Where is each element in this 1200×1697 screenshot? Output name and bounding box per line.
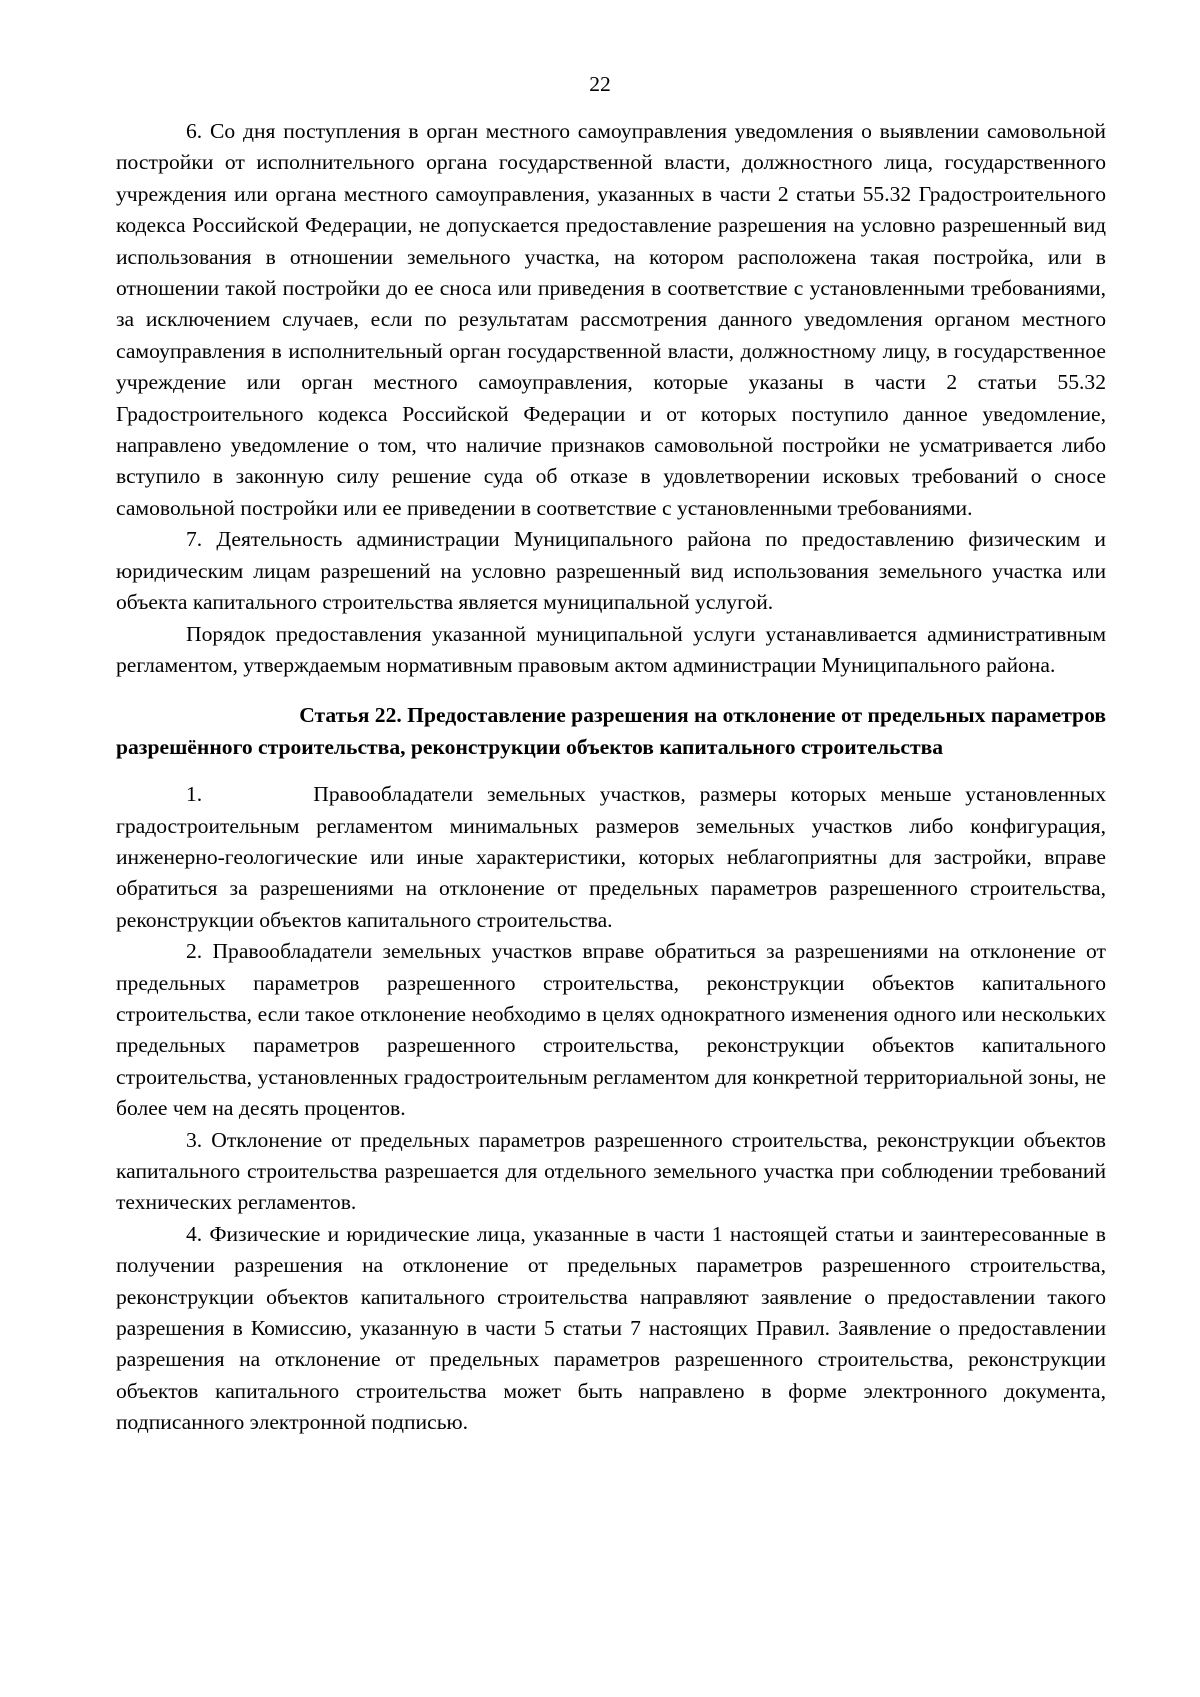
article-heading bbox=[116, 700, 1106, 763]
page-number: 22 bbox=[589, 72, 611, 96]
article-heading-line-2: разрешённого строительства, реконструкции объектов капитального строительства bbox=[116, 734, 944, 759]
document-body bbox=[116, 116, 1112, 1439]
paragraph-7: 7. Деятельность администрации Муниципального района по предоставлению физическим и юридическим лицам разрешений на условно разрешенный вид использования земельного участка или объекта капитального строительства является муниципальной услугой. bbox=[116, 527, 1106, 615]
article-paragraph-3: 3. Отклонение от предельных параметров разрешенного строительства, реконструкции объектов капитального строительства разрешается для отдельного земельного участка при соблюдении требований технических регламентов. bbox=[116, 1127, 1106, 1215]
paragraph-procedure: Порядок предоставления указанной муниципальной услуги устанавливается административным регламентом, утверждаемым нормативным правовым актом администрации Муниципального района. bbox=[116, 621, 1106, 677]
article-paragraph-2: 2. Правообладатели земельных участков вправе обратиться за разрешениями на отклонение от предельных параметров разрешенного строительства, реконструкции объектов капитального строительства, если такое отклонение необходимо в целях однократного изменения одного или нескольких предельных параметров разрешенного строительства, реконструкции объектов капитального строительства, установленных градостроительным регламентом для конкретной территориальной зоны, не более чем на десять процентов. bbox=[116, 939, 1106, 1121]
article-paragraph-4: 4. Физические и юридические лица, указанные в части 1 настоящей статьи и заинтересованные в получении разрешения на отклонение от предельных параметров разрешенного строительства, реконструкции объектов капитального строительства направляют заявление о предоставлении такого разрешения в Комиссию, указанную в части 5 статьи 7 настоящих Правил. Заявление о предоставлении разрешения на отклонение от предельных параметров разрешенного строительства, реконструкции объектов капитального строительства может быть направлено в форме электронного документа, подписанного электронной подписью. bbox=[116, 1221, 1106, 1435]
article-heading-line-1: Статья 22. Предоставление разрешения на отклонение от предельных параметров bbox=[299, 703, 1106, 728]
article-paragraph-1: 1. Правообладатели земельных участков, размеры которых меньше установленных градостроительным регламентом минимальных размеров земельных участков либо конфигурация, инженерно-геологические или иные характеристики, которых неблагоприятны для застройки, вправе обратиться за разрешениями на отклонение от предельных параметров разрешенного строительства, реконструкции объектов капитального строительства. bbox=[116, 782, 1112, 932]
paragraph-6: 6. Со дня поступления в орган местного самоуправления уведомления о выявлении самовольной постройки от исполнительного органа государственной власти, должностного лица, государственного учреждения или органа местного самоуправления, указанных в части 2 статьи 55.32 Градостроительного кодекса Российской Федерации, не допускается предоставление разрешения на условно разрешенный вид использования в отношении земельного участка, на котором расположена такая постройка, или в отношении такой постройки до ее сноса или приведения в соответствие с установленными требованиями, за исключением случаев, если по результатам рассмотрения данного уведомления органом местного самоуправления в исполнительный орган государственной власти, должностному лицу, в государственное учреждение или орган местного самоуправления, которые указаны в части 2 статьи 55.32 Градостроительного кодекса Российской Федерации и от которых поступило данное уведомление, направлено уведомление о том, что наличие признаков самовольной постройки не усматривается либо вступило в законную силу решение суда об отказе в удовлетворении исковых требований о сносе самовольной постройки или ее приведении в соответствие с установленными требованиями. bbox=[116, 119, 1106, 520]
